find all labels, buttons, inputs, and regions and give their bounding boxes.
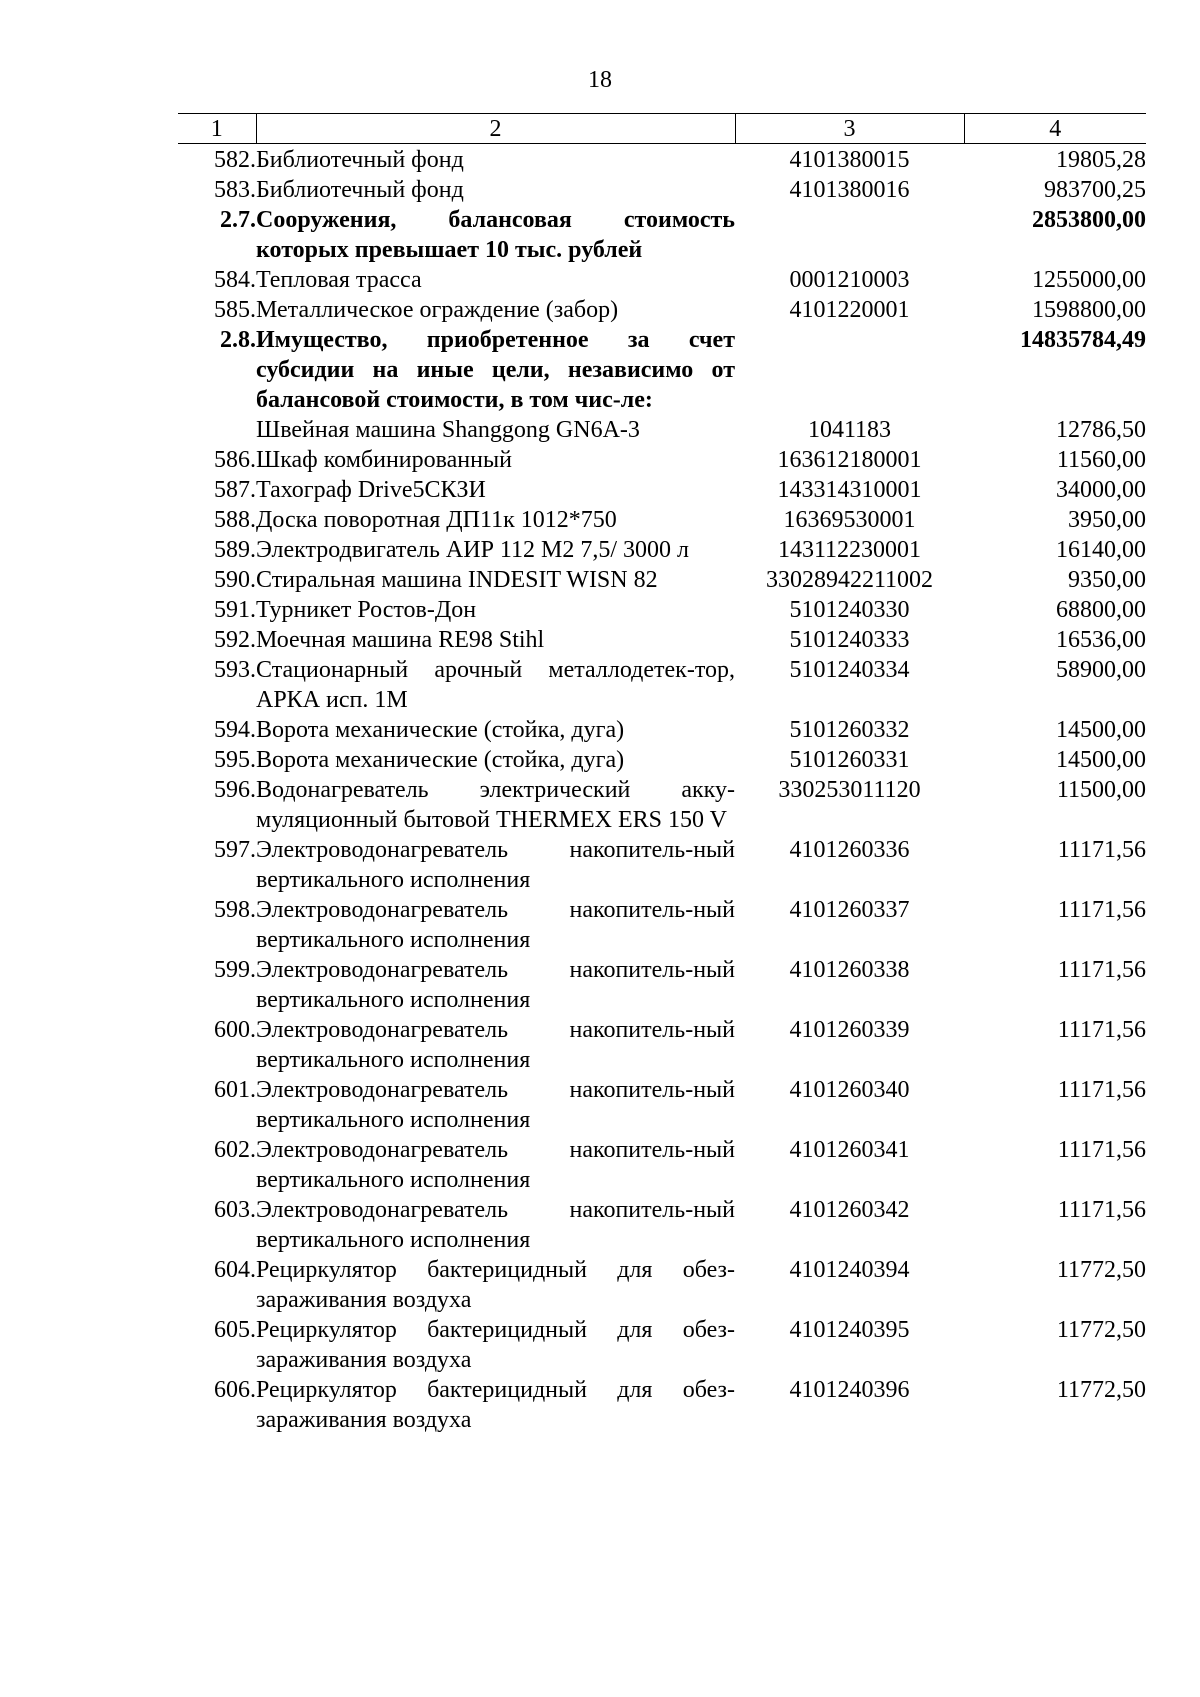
row-number: 606. [214, 1377, 256, 1403]
column-header-value: 4 [964, 114, 1146, 144]
item-name: Рециркулятор бактерицидный для обез-зараживания воздуха [256, 1257, 735, 1313]
row-number: 585. [214, 297, 256, 323]
balance-value: 1598800,00 [1032, 297, 1146, 323]
table-row [178, 415, 1146, 445]
table-row [178, 1195, 1146, 1255]
row-number: 588. [214, 507, 256, 533]
row-number: 583. [214, 177, 256, 203]
item-name: Электроводонагреватель накопитель-ный вертикального исполнения [256, 1077, 735, 1133]
table-row [178, 445, 1146, 475]
column-header-name: 2 [256, 114, 735, 144]
item-name: Шкаф комбинированный [256, 447, 512, 473]
item-name: Библиотечный фонд [256, 177, 464, 203]
table-row [178, 1135, 1146, 1195]
item-name: Библиотечный фонд [256, 147, 464, 173]
header-row [178, 114, 1146, 144]
balance-value: 14835784,49 [1020, 327, 1146, 353]
table-row [178, 144, 1146, 176]
inventory-code: 4101260338 [789, 957, 910, 983]
balance-value: 11772,50 [1056, 1377, 1146, 1403]
balance-value: 1255000,00 [1032, 267, 1146, 293]
item-name: Имущество, приобретенное за счет субсидии на иные цели, независимо от балансовой стоимости, в том чис-ле: [256, 327, 735, 413]
item-name: Стиральная машина INDESIT WISN 82 [256, 567, 658, 593]
balance-value: 58900,00 [1056, 657, 1146, 683]
inventory-code: 4101260342 [789, 1197, 910, 1223]
table-row [178, 955, 1146, 1015]
item-name: Электроводонагреватель накопитель-ный вертикального исполнения [256, 897, 735, 953]
row-number: 597. [214, 837, 256, 863]
table-row [178, 835, 1146, 895]
row-number: 589. [214, 537, 256, 563]
inventory-code: 4101240394 [789, 1257, 910, 1283]
row-number: 599. [214, 957, 256, 983]
item-name: Рециркулятор бактерицидный для обез-зараживания воздуха [256, 1377, 735, 1433]
inventory-code [735, 325, 964, 415]
table-body [178, 144, 1146, 1436]
inventory-code: 143314310001 [777, 477, 922, 503]
item-name: Турникет Ростов-Дон [256, 597, 477, 623]
item-name: Металлическое ограждение (забор) [256, 297, 619, 323]
item-name: Водонагреватель электрический акку-муляционный бытовой THERMEX ERS 150 V [256, 777, 735, 833]
row-number: 593. [214, 657, 256, 683]
inventory-code: 4101260336 [789, 837, 910, 863]
row-number: 586. [214, 447, 256, 473]
balance-value: 19805,28 [1056, 147, 1146, 173]
balance-value: 34000,00 [1056, 477, 1146, 503]
balance-value: 11772,50 [1056, 1257, 1146, 1283]
item-name: Электроводонагреватель накопитель-ный вертикального исполнения [256, 1137, 735, 1193]
item-name: Электроводонагреватель накопитель-ный вертикального исполнения [256, 1197, 735, 1253]
inventory-code: 4101260340 [789, 1077, 910, 1103]
balance-value: 11171,56 [1057, 897, 1146, 923]
balance-value: 14500,00 [1056, 747, 1146, 773]
table-row [178, 775, 1146, 835]
table-row [178, 895, 1146, 955]
balance-value: 11171,56 [1057, 1197, 1146, 1223]
row-number: 2.7. [220, 207, 256, 233]
item-name: Сооружения, балансовая стоимость которых превышает 10 тыс. рублей [256, 207, 735, 263]
inventory-code: 4101220001 [789, 297, 910, 323]
row-number: 601. [214, 1077, 256, 1103]
balance-value: 11772,50 [1056, 1317, 1146, 1343]
table-row [178, 1015, 1146, 1075]
balance-value: 16536,00 [1056, 627, 1146, 653]
balance-value: 11560,00 [1056, 447, 1146, 473]
inventory-code: 5101260332 [789, 717, 910, 743]
row-number: 2.8. [220, 327, 256, 353]
inventory-code: 4101260337 [789, 897, 910, 923]
balance-value: 11171,56 [1057, 837, 1146, 863]
balance-value: 11171,56 [1057, 957, 1146, 983]
item-name: Электроводонагреватель накопитель-ный вертикального исполнения [256, 1017, 735, 1073]
item-name: Стационарный арочный металлодетек-тор, АРКА исп. 1М [256, 657, 735, 713]
inventory-code: 5101240330 [789, 597, 910, 623]
inventory-code: 163612180001 [777, 447, 922, 473]
table-row [178, 655, 1146, 715]
row-number: 596. [214, 777, 256, 803]
inventory-code: 0001210003 [789, 267, 910, 293]
table-row [178, 1075, 1146, 1135]
row-number: 590. [214, 567, 256, 593]
item-name: Тахограф Drive5СКЗИ [256, 477, 486, 503]
row-number: 600. [214, 1017, 256, 1043]
table-row [178, 715, 1146, 745]
inventory-code: 1041183 [807, 417, 892, 443]
row-number: 592. [214, 627, 256, 653]
balance-value: 11171,56 [1057, 1077, 1146, 1103]
page-number: 18 [588, 67, 612, 93]
balance-value: 12786,50 [1056, 417, 1146, 443]
item-name: Электроводонагреватель накопитель-ный вертикального исполнения [256, 837, 735, 893]
table-row [178, 535, 1146, 565]
section-row [178, 325, 1146, 415]
balance-value: 11171,56 [1057, 1017, 1146, 1043]
item-name: Тепловая трасса [256, 267, 422, 293]
balance-value: 3950,00 [1068, 507, 1146, 533]
item-name: Рециркулятор бактерицидный для обез-зараживания воздуха [256, 1317, 735, 1373]
balance-value: 16140,00 [1056, 537, 1146, 563]
item-name: Ворота механические (стойка, дуга) [256, 747, 625, 773]
item-name: Электроводонагреватель накопитель-ный вертикального исполнения [256, 957, 735, 1013]
inventory-code: 4101380015 [789, 147, 910, 173]
section-row [178, 205, 1146, 265]
inventory-code: 5101240333 [789, 627, 910, 653]
table-row [178, 745, 1146, 775]
inventory-code: 5101240334 [789, 657, 910, 683]
row-number: 584. [214, 267, 256, 293]
balance-value: 9350,00 [1068, 567, 1146, 593]
inventory-code [735, 205, 964, 265]
balance-value: 11500,00 [1056, 777, 1146, 803]
table-row [178, 565, 1146, 595]
balance-value: 14500,00 [1056, 717, 1146, 743]
inventory-code: 4101260339 [789, 1017, 910, 1043]
table-row [178, 175, 1146, 205]
inventory-code: 4101380016 [789, 177, 910, 203]
table-row [178, 265, 1146, 295]
table-row [178, 1315, 1146, 1375]
table-row [178, 625, 1146, 655]
balance-value: 2853800,00 [1032, 207, 1146, 233]
table-row [178, 475, 1146, 505]
row-number: 598. [214, 897, 256, 923]
balance-value: 11171,56 [1057, 1137, 1146, 1163]
table-header [178, 114, 1146, 144]
row-number: 594. [214, 717, 256, 743]
inventory-code: 4101240395 [789, 1317, 910, 1343]
row-number [178, 415, 256, 445]
inventory-code: 16369530001 [783, 507, 916, 533]
item-name: Ворота механические (стойка, дуга) [256, 717, 625, 743]
inventory-code: 5101260331 [789, 747, 910, 773]
item-name: Моечная машина RE98 Stihl [256, 627, 545, 653]
inventory-code: 330253011120 [778, 777, 921, 803]
balance-value: 68800,00 [1056, 597, 1146, 623]
inventory-table [178, 113, 1146, 1435]
row-number: 604. [214, 1257, 256, 1283]
item-name: Доска поворотная ДП11к 1012*750 [256, 507, 617, 533]
table-row [178, 595, 1146, 625]
item-name: Швейная машина Shanggong GN6A-3 [256, 417, 640, 443]
table-row [178, 505, 1146, 535]
row-number: 605. [214, 1317, 256, 1343]
inventory-code: 4101260341 [789, 1137, 910, 1163]
table-row [178, 295, 1146, 325]
column-header-inventory-code: 3 [735, 114, 964, 144]
inventory-code: 143112230001 [777, 537, 922, 563]
column-header-number: 1 [178, 114, 256, 144]
row-number: 595. [214, 747, 256, 773]
item-name: Электродвигатель АИР 112 М2 7,5/ 3000 л [256, 537, 690, 563]
row-number: 603. [214, 1197, 256, 1223]
inventory-code: 33028942211002 [765, 567, 934, 593]
row-number: 587. [214, 477, 256, 503]
inventory-code: 4101240396 [789, 1377, 910, 1403]
row-number: 602. [214, 1137, 256, 1163]
row-number: 582. [214, 147, 256, 173]
balance-value: 983700,25 [1044, 177, 1146, 203]
table-row [178, 1255, 1146, 1315]
table-row [178, 1375, 1146, 1435]
row-number: 591. [214, 597, 256, 623]
